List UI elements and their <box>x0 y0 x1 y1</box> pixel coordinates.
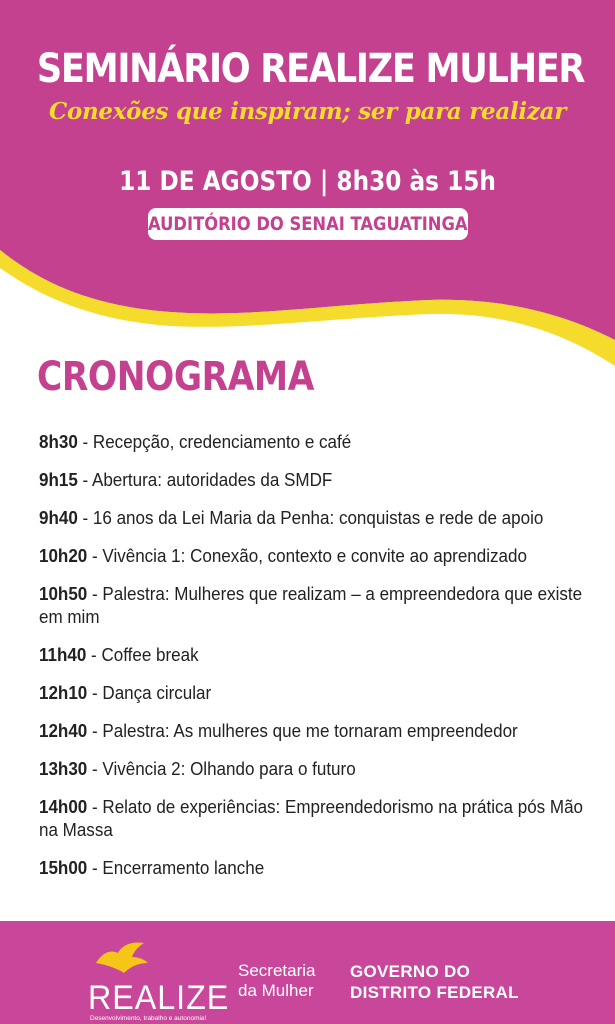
list-item <box>39 544 591 567</box>
item-time: 14h00 <box>39 796 88 817</box>
event-subtitle: Conexões que inspiram; ser para realizar <box>48 98 567 125</box>
item-desc: - Vivência 1: Conexão, contexto e convite ao aprendizado <box>87 545 527 566</box>
realize-logo <box>88 941 230 1022</box>
event-date: 11 DE AGOSTO | 8h30 às 15h <box>119 166 496 197</box>
item-desc: - Recepção, credenciamento e café <box>77 431 352 452</box>
gdf-line2: DISTRITO FEDERAL <box>350 983 519 1002</box>
bird-logo-icon <box>94 941 150 977</box>
list-item <box>39 681 591 704</box>
item-time: 11h40 <box>39 644 87 665</box>
item-desc: - Relato de experiências: Empreendedorismo na prática pós Mão na Massa <box>39 796 584 840</box>
list-item <box>39 719 591 742</box>
venue-text: AUDITÓRIO DO SENAI TAGUATINGA <box>148 213 468 235</box>
item-desc: - Encerramento lanche <box>87 857 265 878</box>
secretaria-logo <box>238 961 315 1001</box>
list-item <box>39 795 591 841</box>
item-time: 10h50 <box>39 583 88 604</box>
item-time: 8h30 <box>39 431 78 452</box>
schedule-list <box>39 430 599 894</box>
list-item <box>39 430 591 453</box>
gdf-logo <box>350 961 519 1003</box>
item-time: 9h15 <box>39 469 78 490</box>
item-desc: - Palestra: Mulheres que realizam – a empreendedora que existe em mim <box>39 583 583 627</box>
item-desc: - Abertura: autoridades da SMDF <box>77 469 333 490</box>
item-time: 10h20 <box>39 545 88 566</box>
item-time: 15h00 <box>39 857 88 878</box>
gdf-line1: GOVERNO DO <box>350 962 471 981</box>
item-time: 13h30 <box>39 758 88 779</box>
secretaria-line2: da Mulher <box>238 981 314 1000</box>
list-item <box>39 506 591 529</box>
schedule-title: CRONOGRAMA <box>37 354 314 400</box>
list-item <box>39 643 591 666</box>
item-desc: - Coffee break <box>86 644 199 665</box>
list-item <box>39 757 591 780</box>
realize-tagline: Desenvolvimento, trabalho e autonomia! <box>90 1015 207 1022</box>
realize-wordmark: REALIZE <box>88 979 230 1017</box>
item-desc: - 16 anos da Lei Maria da Penha: conquistas e rede de apoio <box>77 507 544 528</box>
secretaria-line1: Secretaria <box>238 961 316 980</box>
list-item <box>39 856 591 879</box>
item-desc: - Vivência 2: Olhando para o futuro <box>87 758 356 779</box>
item-time: 12h40 <box>39 720 88 741</box>
item-desc: - Palestra: As mulheres que me tornaram empreendedor <box>87 720 518 741</box>
event-title: SEMINÁRIO REALIZE MULHER <box>36 46 585 92</box>
footer-bar <box>0 921 615 1024</box>
item-time: 9h40 <box>39 507 78 528</box>
venue-badge <box>148 208 468 240</box>
item-time: 12h10 <box>39 682 88 703</box>
item-desc: - Dança circular <box>87 682 212 703</box>
list-item <box>39 582 591 628</box>
list-item <box>39 468 591 491</box>
